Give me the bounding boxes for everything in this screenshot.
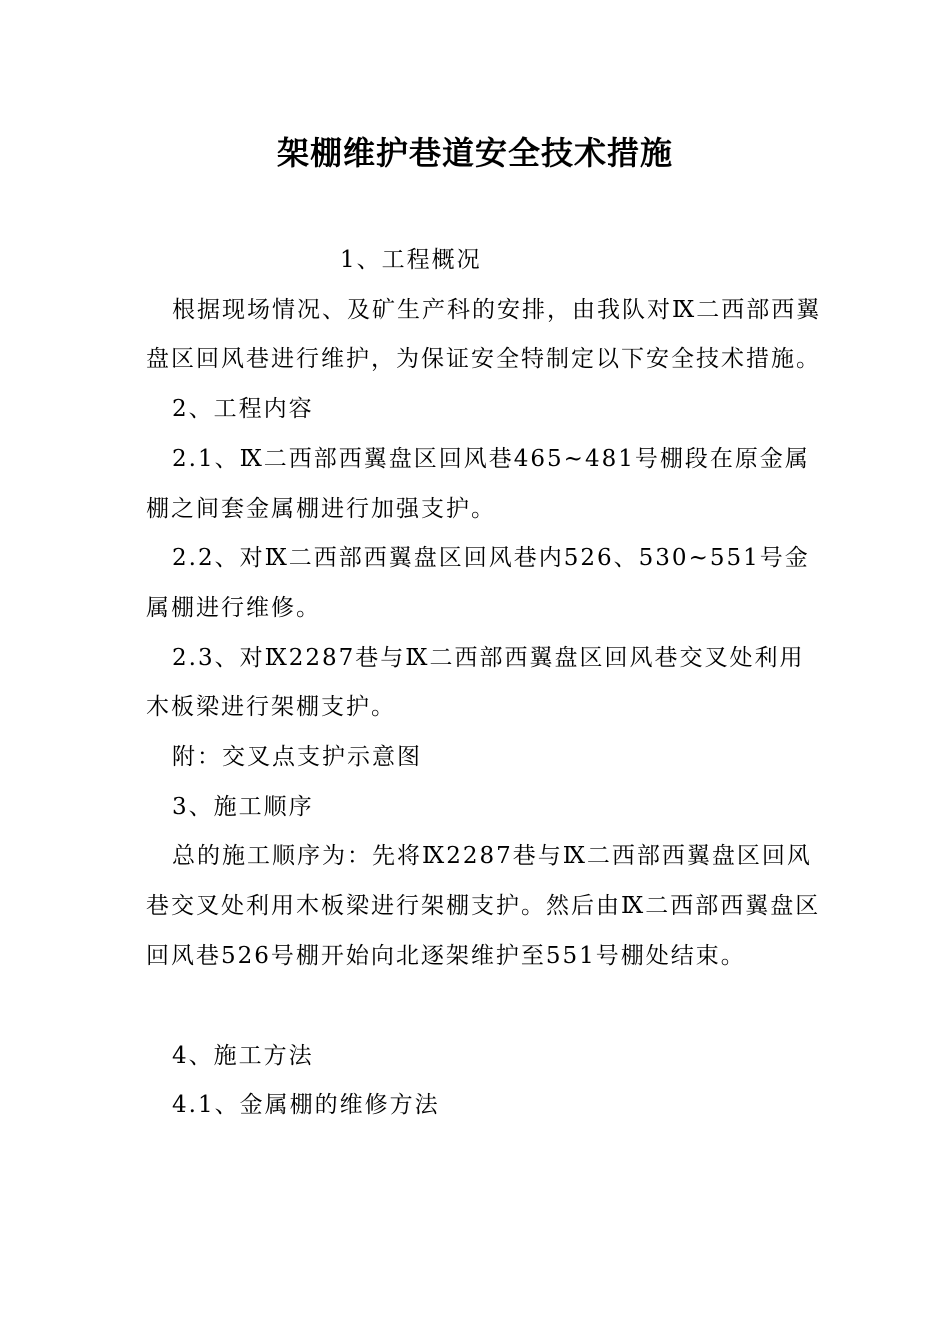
paragraph-item-2-1: 2.1、Ⅸ二西部西翼盘区回风巷465~481号棚段在原金属棚之间套金属棚进行加强支护。 bbox=[146, 445, 810, 522]
section-heading-3: 3、施工顺序 bbox=[172, 793, 314, 820]
paragraph-sequence: 总的施工顺序为：先将Ⅸ2287巷与Ⅸ二西部西翼盘区回风巷交叉处利用木板梁进行架棚支护。然后由Ⅸ二西部西翼盘区回风巷526号棚开始向北逐架维护至551号棚处结束。 bbox=[146, 843, 821, 969]
paragraph-item-4-1: 4.1、金属棚的维修方法 bbox=[172, 1092, 440, 1119]
section-heading-1: 1、工程概况 bbox=[340, 247, 482, 273]
document-body bbox=[146, 236, 826, 1131]
paragraph-overview: 根据现场情况、及矿生产科的安排，由我队对Ⅸ二西部西翼盘区回风巷进行维护，为保证安全特制定以下安全技术措施。 bbox=[146, 296, 822, 373]
paragraph-item-2-2: 2.2、对Ⅸ二西部西翼盘区回风巷内526、530~551号金属棚进行维修。 bbox=[146, 545, 810, 621]
document-title: 架棚维护巷道安全技术措施 bbox=[276, 134, 673, 172]
section-heading-4: 4、施工方法 bbox=[172, 1042, 314, 1069]
paragraph-attachment: 附：交叉点支护示意图 bbox=[172, 744, 422, 771]
paragraph-item-2-3: 2.3、对Ⅸ2287巷与Ⅸ二西部西翼盘区回风巷交叉处利用木板梁进行架棚支护。 bbox=[146, 644, 805, 721]
section-heading-2: 2、工程内容 bbox=[172, 396, 314, 423]
